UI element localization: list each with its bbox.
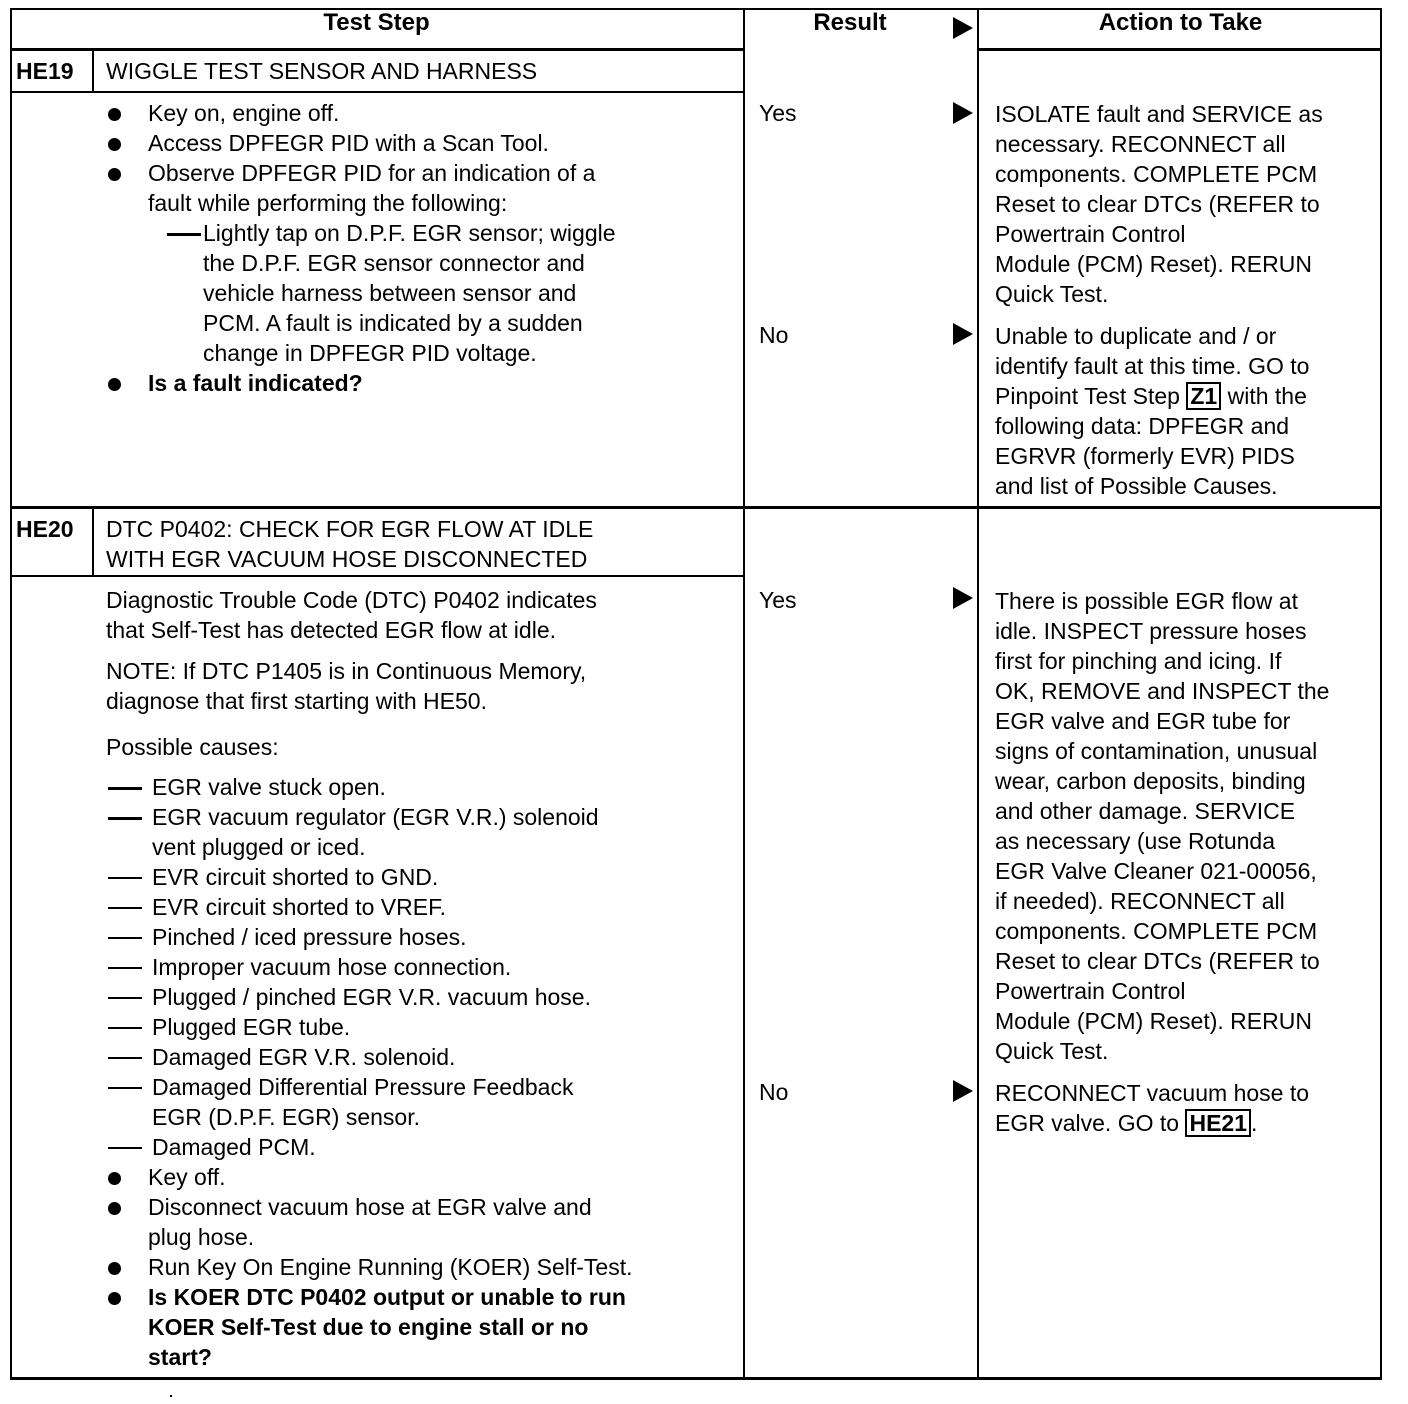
- column-divider-result: [977, 8, 979, 1380]
- step-id-he19: HE19: [16, 58, 74, 84]
- header-arrow-icon: [953, 17, 973, 39]
- action-line: Reset to clear DTCs (REFER to: [995, 948, 1320, 974]
- action-line: and other damage. SERVICE: [995, 798, 1296, 824]
- cause-text: Improper vacuum hose connection.: [152, 954, 512, 980]
- result-no-he20: No: [759, 1079, 789, 1105]
- action-ref-suffix: .: [1251, 1110, 1258, 1136]
- action-ref-prefix: Pinpoint Test Step: [995, 383, 1187, 409]
- cause-text: Damaged Differential Pressure Feedback: [152, 1074, 574, 1100]
- bullet-text: Run Key On Engine Running (KOER) Self-Test.: [148, 1254, 633, 1280]
- action-ref-prefix: EGR valve. GO to: [995, 1110, 1186, 1136]
- bullet-icon: [108, 378, 121, 391]
- step-question-line: start?: [148, 1344, 212, 1370]
- sub-step-text: PCM. A fault is indicated by a sudden: [203, 310, 583, 336]
- cause-text: Plugged EGR tube.: [152, 1014, 351, 1040]
- bullet-text: Observe DPFEGR PID for an indication of a: [148, 160, 596, 186]
- result-arrow-icon: [953, 1080, 973, 1102]
- step-title-line: WITH EGR VACUUM HOSE DISCONNECTED: [106, 546, 588, 572]
- causes-heading: Possible causes:: [106, 734, 279, 760]
- action-line: Powertrain Control: [995, 221, 1186, 247]
- dash-icon: [108, 967, 142, 969]
- header-action: Action to Take: [1098, 9, 1263, 36]
- action-line: Module (PCM) Reset). RERUN: [995, 251, 1312, 277]
- action-line: Quick Test.: [995, 281, 1109, 307]
- action-line: OK, REMOVE and INSPECT the: [995, 678, 1330, 704]
- result-yes-he19: Yes: [759, 100, 797, 126]
- step-title-he20: [106, 514, 593, 574]
- cause-text-continued: EGR (D.P.F. EGR) sensor.: [152, 1104, 420, 1130]
- cause-text: Pinched / iced pressure hoses.: [152, 924, 467, 950]
- action-line: Quick Test.: [995, 1038, 1109, 1064]
- he20-title-rule: [10, 575, 745, 577]
- dash-icon: [108, 787, 142, 790]
- action-line: Unable to duplicate and / or: [995, 323, 1277, 349]
- dash-icon: [108, 907, 142, 909]
- action-line: first for pinching and icing. If: [995, 648, 1282, 674]
- cause-text: EGR vacuum regulator (EGR V.R.) solenoid: [152, 804, 599, 830]
- header-rule-left: [10, 48, 745, 51]
- sub-step-text: the D.P.F. EGR sensor connector and: [203, 250, 585, 276]
- cause-text: Damaged EGR V.R. solenoid.: [152, 1044, 456, 1070]
- id-divider-he19: [92, 50, 94, 92]
- dash-icon: [108, 877, 142, 879]
- action-line: idle. INSPECT pressure hoses: [995, 618, 1307, 644]
- id-divider-he20: [92, 509, 94, 577]
- bullet-icon: [108, 138, 121, 151]
- he20-intro: [106, 585, 736, 645]
- sub-step-text: change in DPFEGR PID voltage.: [203, 340, 537, 366]
- he19-procedure: [106, 98, 736, 398]
- column-divider-step: [743, 8, 745, 1380]
- action-line: Reset to clear DTCs (REFER to: [995, 191, 1320, 217]
- dash-icon: [108, 997, 142, 999]
- cause-text: Plugged / pinched EGR V.R. vacuum hose.: [152, 984, 591, 1010]
- bullet-text: Key on, engine off.: [148, 100, 340, 126]
- header-rule-right: [977, 48, 1382, 51]
- dash-icon: [108, 1147, 142, 1149]
- row-divider: [10, 506, 1382, 509]
- cause-text: EVR circuit shorted to GND.: [152, 864, 439, 890]
- action-line-with-ref: [995, 1108, 1377, 1138]
- he20-note: [106, 656, 736, 716]
- action-line: ISOLATE fault and SERVICE as: [995, 101, 1323, 127]
- step-ref-z1[interactable]: Z1: [1186, 382, 1221, 410]
- step-question-line: Is KOER DTC P0402 output or unable to run: [148, 1284, 626, 1310]
- cause-text: EVR circuit shorted to VREF.: [152, 894, 446, 920]
- action-line: as necessary (use Rotunda: [995, 828, 1275, 854]
- note-line: NOTE: If DTC P1405 is in Continuous Memory,: [106, 658, 587, 684]
- result-arrow-icon: [953, 587, 973, 609]
- he20-procedure: [106, 1162, 736, 1372]
- bullet-icon: [108, 168, 121, 181]
- bullet-text-continued: plug hose.: [148, 1224, 255, 1250]
- action-no-he20: [995, 1078, 1377, 1138]
- action-no-he19: [995, 321, 1377, 501]
- dash-icon: [108, 1087, 142, 1089]
- bullet-text-continued: fault while performing the following:: [148, 190, 508, 216]
- dash-icon: [108, 1027, 142, 1029]
- intro-line: Diagnostic Trouble Code (DTC) P0402 indicates: [106, 587, 597, 613]
- dash-icon: [108, 1057, 142, 1059]
- sub-step-text: Lightly tap on D.P.F. EGR sensor; wiggle: [203, 220, 616, 246]
- cause-text-continued: vent plugged or iced.: [152, 834, 366, 860]
- action-line: RECONNECT vacuum hose to: [995, 1080, 1310, 1106]
- result-arrow-icon: [953, 102, 973, 124]
- header-test-step: Test Step: [323, 9, 430, 36]
- bullet-icon: [108, 1172, 121, 1185]
- action-line: necessary. RECONNECT all: [995, 131, 1286, 157]
- action-yes-he20: [995, 586, 1379, 1066]
- result-yes-he20: Yes: [759, 587, 797, 613]
- action-line-with-ref: [995, 381, 1377, 411]
- bullet-text: Disconnect vacuum hose at EGR valve and: [148, 1194, 592, 1220]
- action-line: Module (PCM) Reset). RERUN: [995, 1008, 1312, 1034]
- bullet-icon: [108, 1262, 121, 1275]
- step-id-he20: HE20: [16, 516, 74, 542]
- bullet-text: Key off.: [148, 1164, 226, 1190]
- action-line: identify fault at this time. GO to: [995, 353, 1310, 379]
- dash-icon: [167, 233, 201, 236]
- bullet-icon: [108, 1202, 121, 1215]
- dash-icon: [108, 937, 142, 939]
- step-title-he19: [106, 56, 537, 86]
- intro-line: that Self-Test has detected EGR flow at idle.: [106, 617, 557, 643]
- header-result: Result: [813, 9, 887, 36]
- action-line: EGRVR (formerly EVR) PIDS: [995, 443, 1295, 469]
- action-line: and list of Possible Causes.: [995, 473, 1278, 499]
- he19-title-rule: [10, 91, 745, 93]
- action-line: EGR Valve Cleaner 021-00056,: [995, 858, 1317, 884]
- bullet-text: Access DPFEGR PID with a Scan Tool.: [148, 130, 549, 156]
- step-title-line: WIGGLE TEST SENSOR AND HARNESS: [106, 58, 538, 84]
- step-question-line: KOER Self-Test due to engine stall or no: [148, 1314, 589, 1340]
- action-ref-suffix: with the: [1221, 383, 1307, 409]
- he20-causes: [106, 772, 736, 1162]
- step-question: Is a fault indicated?: [148, 370, 363, 396]
- action-line: components. COMPLETE PCM: [995, 918, 1318, 944]
- action-line: wear, carbon deposits, binding: [995, 768, 1306, 794]
- action-line: There is possible EGR flow at: [995, 588, 1298, 614]
- result-arrow-icon: [953, 323, 973, 345]
- sub-step-text: vehicle harness between sensor and: [203, 280, 577, 306]
- dash-icon: [108, 817, 142, 820]
- step-ref-he21[interactable]: HE21: [1185, 1109, 1251, 1137]
- action-line: following data: DPFEGR and: [995, 413, 1290, 439]
- action-line: components. COMPLETE PCM: [995, 161, 1318, 187]
- action-line: Powertrain Control: [995, 978, 1186, 1004]
- action-line: if needed). RECONNECT all: [995, 888, 1285, 914]
- action-yes-he19: [995, 99, 1377, 309]
- action-line: EGR valve and EGR tube for: [995, 708, 1291, 734]
- scan-speck: [170, 1395, 172, 1397]
- cause-text: Damaged PCM.: [152, 1134, 316, 1160]
- result-no-he19: No: [759, 322, 789, 348]
- note-line: diagnose that first starting with HE50.: [106, 688, 487, 714]
- action-line: signs of contamination, unusual: [995, 738, 1318, 764]
- bullet-icon: [108, 108, 121, 121]
- step-title-line: DTC P0402: CHECK FOR EGR FLOW AT IDLE: [106, 516, 594, 542]
- bullet-icon: [108, 1292, 121, 1305]
- cause-text: EGR valve stuck open.: [152, 774, 386, 800]
